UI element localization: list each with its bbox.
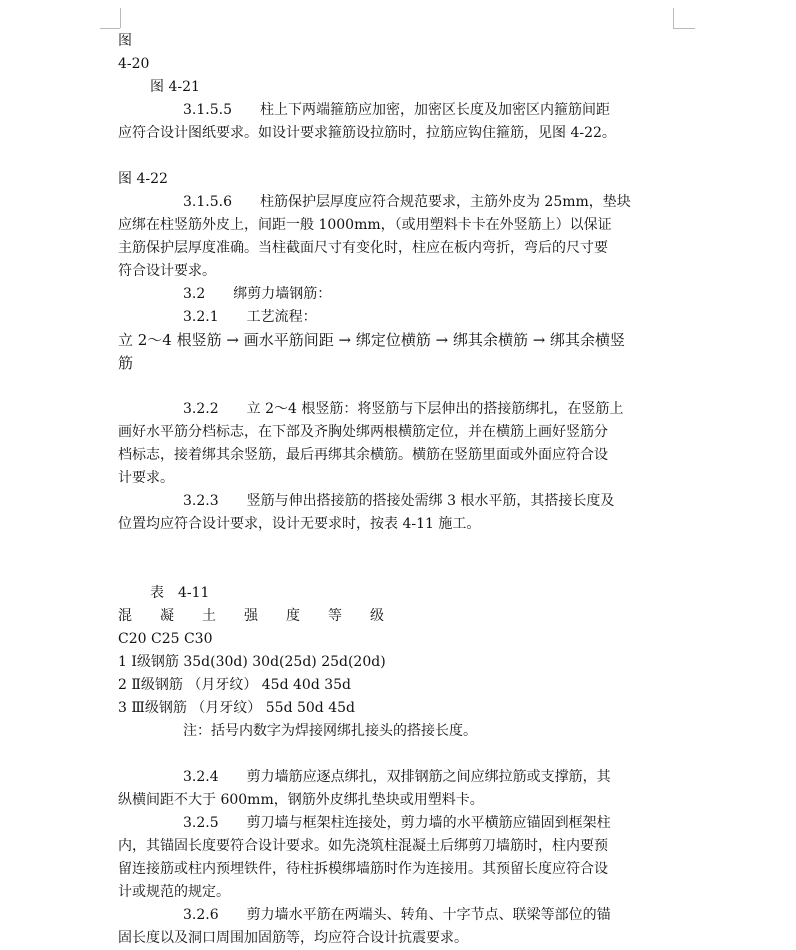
document-body — [118, 30, 674, 950]
figure-caption: 图 4-22 — [118, 171, 168, 187]
paragraph-line: 3.2.2 立 2～4 根竖筋：将竖筋与下层伸出的搭接筋绑扎，在竖筋上 — [183, 401, 624, 417]
paragraph-line: 计或规范的规定。 — [118, 884, 230, 900]
paragraph-line: 画好水平筋分档标志，在下部及齐胸处绑两根横筋定位，并在横筋上画好竖筋分 — [118, 424, 608, 440]
paragraph-line: 应绑在柱竖筋外皮上，间距一般 1000mm，（或用塑料卡卡在外竖筋上）以保证 — [118, 217, 612, 233]
table-caption: 表 4-11 — [150, 585, 210, 601]
section-heading: 3.2 绑剪力墙钢筋： — [183, 286, 332, 302]
table-row: 2 Ⅱ级钢筋 （月牙纹） 45d 40d 35d — [118, 677, 352, 693]
table-note: 注：括号内数字为焊接网绑扎接头的搭接长度。 — [183, 723, 477, 739]
paragraph-line: 计要求。 — [118, 470, 174, 486]
paragraph-line: 留连接筋或柱内预埋铁件，待柱拆模绑墙筋时作为连接用。其预留长度应符合设 — [118, 861, 608, 877]
table-header: 混 凝 土 强 度 等 级 — [118, 608, 384, 624]
paragraph-line: 应符合设计图纸要求。如设计要求箍筋设拉筋时，拉筋应钩住箍筋，见图 4-22。 — [118, 125, 616, 141]
paragraph-line: 符合设计要求。 — [118, 263, 216, 279]
paragraph-line: 3.2.5 剪刀墙与框架柱连接处，剪力墙的水平横筋应锚固到框架柱 — [183, 815, 611, 831]
paragraph-line: 纵横间距不大于 600mm，钢筋外皮绑扎垫块或用塑料卡。 — [118, 792, 484, 808]
page-corner-mark-top-left — [120, 8, 121, 28]
paragraph-line: 3.1.5.6 柱筋保护层厚度应符合规范要求，主筋外皮为 25mm，垫块 — [183, 194, 631, 210]
paragraph-line: 3.2.6 剪力墙水平筋在两端头、转角、十字节点、联梁等部位的锚 — [183, 907, 611, 923]
paragraph-line: 3.2.3 竖筋与伸出搭接筋的搭接处需绑 3 根水平筋，其搭接长度及 — [183, 493, 615, 509]
page-corner-mark-top-right — [673, 8, 674, 28]
figure-caption: 图 4-21 — [150, 79, 200, 95]
table-row: 3 Ⅲ级钢筋 （月牙纹） 55d 50d 45d — [118, 700, 355, 716]
paragraph-line: 3.1.5.5 柱上下两端箍筋应加密，加密区长度及加密区内箍筋间距 — [183, 102, 610, 118]
paragraph-line: 位置均应符合设计要求，设计无要求时，按表 4-11 施工。 — [118, 516, 481, 532]
figure-caption: 图 — [118, 33, 132, 49]
table-row: 1 Ⅰ级钢筋 35d(30d) 30d(25d) 25d(20d) — [118, 654, 386, 670]
paragraph-line: 固长度以及洞口周围加固筋等，均应符合设计抗震要求。 — [118, 930, 468, 946]
table-row: C20 C25 C30 — [118, 631, 213, 647]
paragraph-line: 3.2.4 剪力墙筋应逐点绑扎，双排钢筋之间应绑拉筋或支撑筋，其 — [183, 769, 611, 785]
page-corner-mark-top-left — [100, 28, 120, 29]
paragraph-line: 档标志，接着绑其余竖筋，最后再绑其余横筋。横筋在竖筋里面或外面应符合设 — [118, 447, 608, 463]
paragraph-line: 内，其锚固长度要符合设计要求。如先浇筑柱混凝土后绑剪刀墙筋时，柱内要预 — [118, 838, 608, 854]
process-flow-line: 立 2～4 根竖筋 → 画水平筋间距 → 绑定位横筋 → 绑其余横筋 → 绑其余横竖 — [118, 331, 626, 349]
figure-number: 4-20 — [118, 56, 150, 72]
process-flow-line: 筋 — [118, 354, 134, 372]
paragraph-line: 主筋保护层厚度准确。当柱截面尺寸有变化时，柱应在板内弯折，弯后的尺寸要 — [118, 240, 608, 256]
section-heading: 3.2.1 工艺流程： — [183, 309, 317, 325]
page-corner-mark-top-right — [673, 28, 695, 29]
